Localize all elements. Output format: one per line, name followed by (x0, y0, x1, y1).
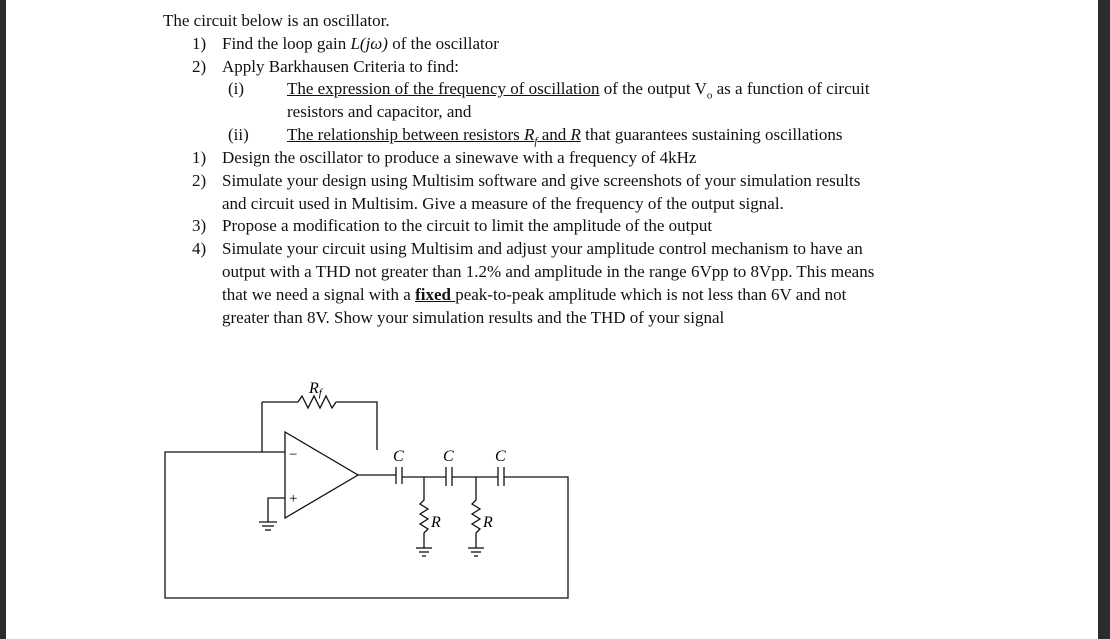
task-simulate-line2: and circuit used in Multisim. Give a measure of the frequency of the output signal. (222, 194, 784, 213)
text: peak-to-peak amplitude which is not less than 6V and not (455, 285, 847, 304)
item-number: 1) (192, 34, 207, 53)
underlined-text: and (537, 125, 571, 144)
resistor-r2 (472, 477, 480, 548)
c1-label: C (393, 448, 404, 465)
text: Find the loop gain (222, 34, 351, 53)
rf-label: Rf (309, 380, 322, 399)
subscript: f (534, 135, 538, 148)
task-simulate-line1: Simulate your design using Multisim software and give screenshots of your simulation results (222, 171, 861, 190)
text: of the oscillator (387, 34, 499, 53)
item-number: 3) (192, 216, 207, 235)
wire (336, 402, 377, 450)
oscillator-circuit-diagram (150, 370, 590, 610)
sub-question-frequency-cont: resistors and capacitor, and (287, 102, 472, 121)
intro-text: The circuit below is an oscillator. (163, 11, 390, 30)
right-window-edge (1098, 0, 1110, 639)
subscript: o (706, 89, 713, 102)
text: of the output V (599, 79, 707, 98)
rf-resistor (298, 396, 336, 408)
plus-label: + (289, 491, 298, 507)
item-number: 4) (192, 239, 207, 258)
item-number: 2) (192, 171, 207, 190)
item-number: 1) (192, 148, 207, 167)
task-thd-line4: greater than 8V. Show your simulation results and the THD of your signal (222, 308, 725, 327)
sub-item-number: (i) (228, 79, 245, 98)
question-barkhausen: Apply Barkhausen Criteria to find: (222, 57, 460, 76)
task-thd-line2: output with a THD not greater than 1.2% and amplitude in the range 6Vpp to 8Vpp. This means (222, 262, 875, 281)
sub-item-number: (ii) (228, 125, 249, 144)
text: as a function of circuit (712, 79, 870, 98)
task-modify: Propose a modification to the circuit to limit the amplitude of the output (222, 216, 713, 235)
r-symbol: R (570, 125, 581, 144)
c3-label: C (495, 448, 506, 465)
question-loop-gain (222, 33, 499, 55)
resistor-r1 (420, 477, 428, 548)
item-number: 2) (192, 57, 207, 76)
minus-label: − (289, 447, 298, 463)
c2-label: C (443, 448, 454, 465)
wire (165, 452, 568, 598)
task-thd-line3 (222, 284, 846, 306)
underlined-text: The expression of the frequency of oscillation (287, 79, 600, 98)
loop-gain-symbol: L(jω) (350, 34, 388, 53)
task-design: Design the oscillator to produce a sinewave with a frequency of 4kHz (222, 148, 697, 167)
text: that guarantees sustaining oscillations (580, 125, 843, 144)
text: that we need a signal with a (222, 285, 416, 304)
task-thd-line1: Simulate your circuit using Multisim and adjust your amplitude control mechanism to have an (222, 239, 863, 258)
emphasis-fixed: fixed (415, 285, 456, 304)
r1-label: R (431, 514, 441, 531)
underlined-text: The relationship between resistors (287, 125, 524, 144)
r2-label: R (483, 514, 493, 531)
left-window-edge (0, 0, 6, 639)
rf-symbol: R (524, 125, 535, 144)
wire (268, 498, 285, 522)
